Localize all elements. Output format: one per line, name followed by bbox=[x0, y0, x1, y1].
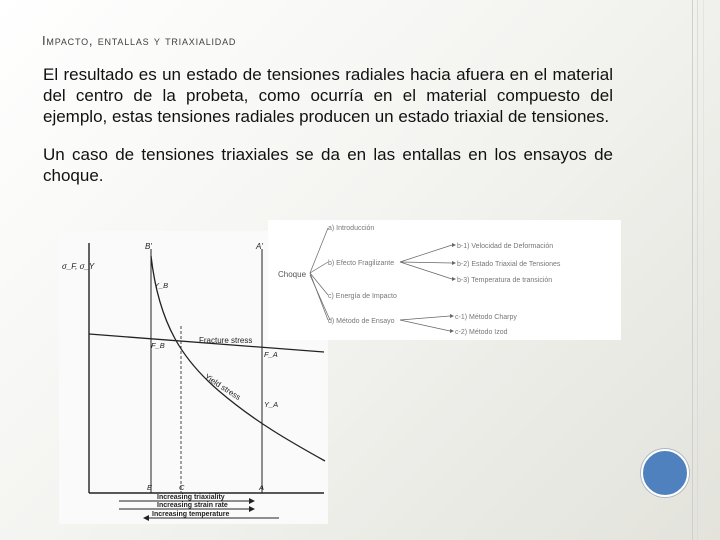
label-fa: F_A bbox=[264, 350, 278, 359]
diagram-node-d: d) Método de Ensayo bbox=[328, 318, 395, 325]
slide-title: Impacto, entallas y triaxialidad bbox=[42, 33, 237, 48]
diagram-node-b2: b-2) Estado Triaxial de Tensiones bbox=[457, 261, 561, 268]
arrowhead bbox=[143, 515, 149, 521]
x-label-strain-rate: Increasing strain rate bbox=[157, 502, 228, 509]
diagram-svg bbox=[268, 220, 621, 340]
label-yb: Y_B bbox=[154, 281, 169, 290]
label-e: E bbox=[147, 483, 153, 492]
decorative-rule bbox=[703, 0, 704, 540]
diagram-node-b3: b-3) Temperatura de transición bbox=[457, 277, 553, 284]
diagram-root: Choque bbox=[278, 270, 307, 279]
choque-concept-diagram bbox=[268, 220, 621, 340]
decorative-rule bbox=[692, 0, 693, 540]
label-a: A bbox=[259, 483, 265, 492]
paragraph-2: Un caso de tensiones triaxiales se da en las entallas en los ensayos de choque. bbox=[43, 145, 613, 185]
diagram-node-c2: c-2) Método Izod bbox=[455, 329, 508, 336]
x-label-temperature: Increasing temperature bbox=[152, 511, 230, 518]
arrowhead bbox=[249, 506, 255, 512]
slide-body bbox=[43, 64, 613, 203]
arrowhead bbox=[249, 498, 255, 504]
fracture-stress-label: Fracture stress bbox=[199, 336, 253, 345]
x-label-triaxiality: Increasing triaxiality bbox=[157, 494, 225, 501]
diagram-node-b: b) Efecto Fragilizante bbox=[328, 260, 395, 267]
diagram-connectors bbox=[310, 228, 452, 331]
diagram-node-c1: c-1) Método Charpy bbox=[455, 314, 517, 321]
label-ya: Y_A bbox=[264, 400, 279, 409]
label-b-prime: B' bbox=[145, 242, 152, 251]
label-fb: F_B bbox=[151, 341, 165, 350]
diagram-node-c: c) Energía de Impacto bbox=[328, 293, 397, 300]
label-a-prime: A' bbox=[256, 242, 263, 251]
decorative-rule bbox=[697, 0, 698, 540]
y-axis-label: σ_F, σ_Y bbox=[62, 262, 95, 271]
label-c: C bbox=[179, 483, 185, 492]
yield-stress-label: Yield stress bbox=[202, 372, 243, 403]
decorative-circle bbox=[641, 449, 689, 497]
paragraph-1: El resultado es un estado de tensiones radiales hacia afuera en el material del centro de la probeta, como ocurría en el material compuesto del ejemplo, estas tensiones radiales producen un estado triaxial de tensiones. bbox=[43, 65, 613, 126]
diagram-node-b1: b-1) Velocidad de Deformación bbox=[457, 243, 554, 250]
diagram-node-a: a) Introducción bbox=[328, 225, 375, 232]
